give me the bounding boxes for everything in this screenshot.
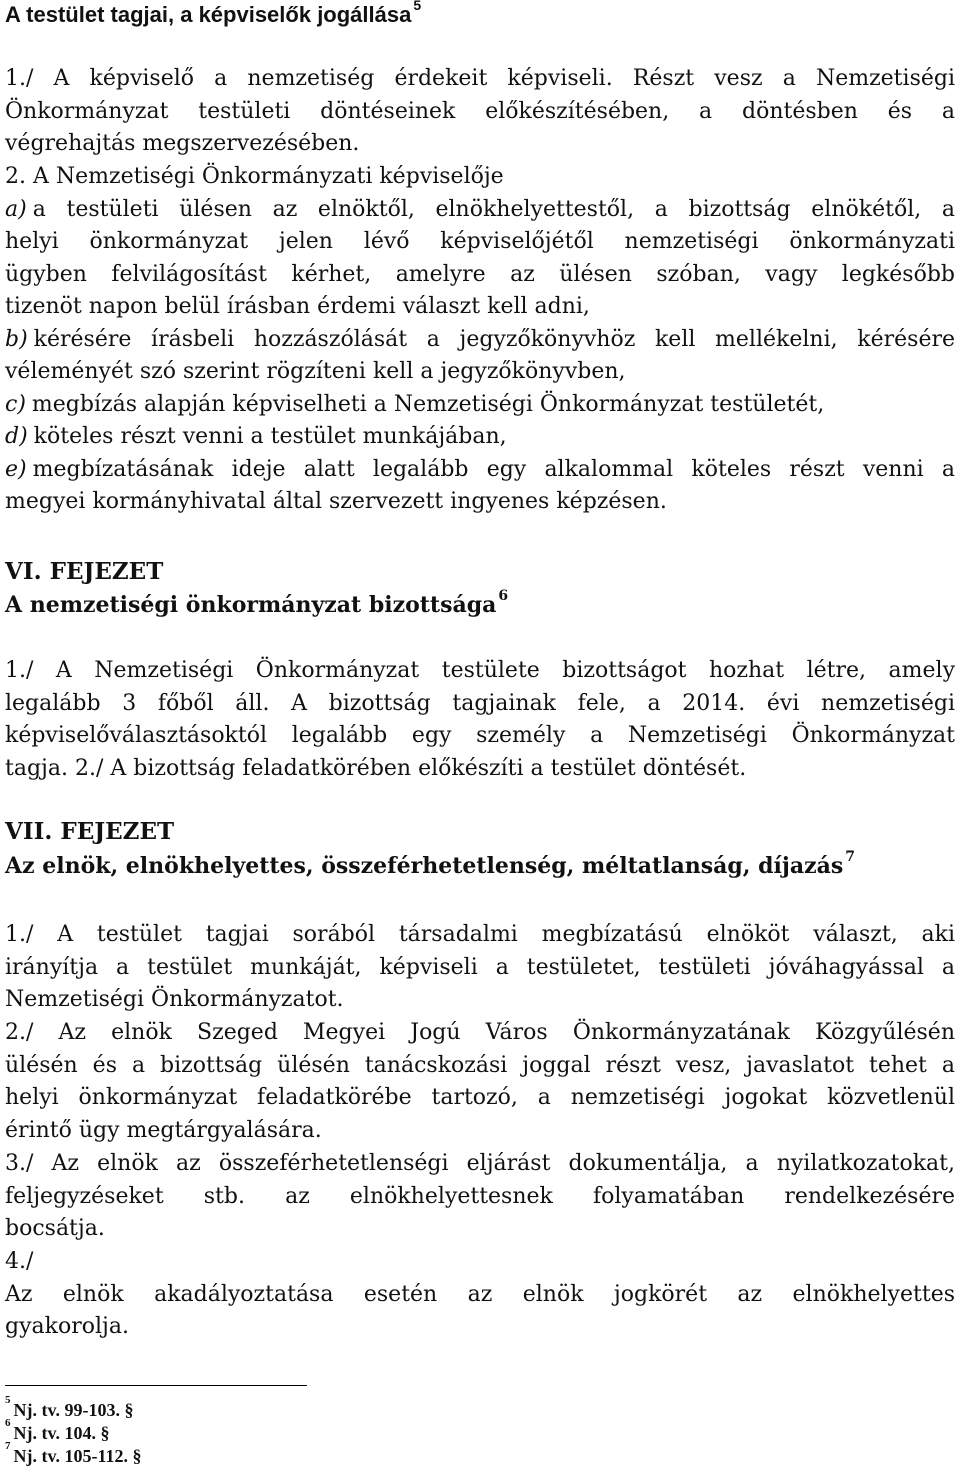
chapter-6-title: A nemzetiségi önkormányzat bizottsága $^6$ xyxy=(5,587,509,618)
chapter-6-paragraph: 1./ A Nemzetiségi Önkormányzat testülete bizottságot hozhat létre, amely legalább 3 főből áll. A bizottság tagjainak fele, a 2014. évi nemzetiségi képviselőválasztásoktól legalább egy személy a Nemzetiségi Önkormányzat tagja. 2./ A bizottság feladatkörében előkészíti a testület döntését. xyxy=(5,658,955,781)
chapter-6-label: VI. FEJEZET xyxy=(5,558,164,585)
chapter-7-paragraph-2: 2./ Az elnök Szeged Megyei Jogú Város Önkormányzatának Közgyűlésén ülésén és a bizottság ülésén tanácskozási joggal részt vesz, javaslatot tehet a helyi önkormányzat feladatkörébe tartozó, a nemzetiségi jogokat közvetlenül érintő ügy megtárgyalására. xyxy=(5,1020,955,1143)
chapter-7-paragraph-1: 1./ A testület tagjai sorából társadalmi megbízatású elnököt választ, aki irányítja a testület munkáját, képviseli a testületet, testületi jóváhagyással a Nemzetiségi Önkormányzatot. xyxy=(5,922,955,1012)
item-e-line-1: e) megbízatásának ideje alatt legalább egy alkalommal köteles részt venni a xyxy=(5,456,955,482)
footnote-divider xyxy=(5,1385,307,1386)
chapter-7-paragraph-4: 4./ Az elnök akadályoztatása esetén az elnök jogkörét az elnökhelyettes gyakorolja. xyxy=(5,1249,955,1339)
footnote-ref-5[interactable]: 5 xyxy=(413,0,422,13)
section-title: A testület tagjai, a képviselők jogállása $^5$ xyxy=(5,2,421,28)
paragraph-1: 1./ A képviselő a nemzetiség érdekeit képviseli. Részt vesz a Nemzetiségi Önkormányzat testületi döntéseinek előkészítésében, a döntésben és a végrehajtás megszervezésében. xyxy=(5,66,955,156)
chapter-7-paragraph-3: 3./ Az elnök az összeférhetetlenségi eljárást dokumentálja, a nyilatkozatokat, feljegyzéseket stb. az elnökhelyettesnek folyamatában rendelkezésére bocsátja. xyxy=(5,1151,955,1241)
paragraph-2: 2. A Nemzetiségi Önkormányzati képviselője a) a testületi ülésen az elnöktől, elnökhelyettestől, a bizottság elnökétől, a helyi önkormányzat jelen lévő képviselőjétől nemzetiségi önkormányzati ügyben felvilágosítást kérhet, amelyre az ülésen szóban, vagy legkésőbb tizenöt napon belül írásban érdemi választ kell adni, b) kérésére írásbeli hozzászólását a jegyzőkönyvhöz kell mellékelni, kérésére véleményét szó szerint rögzíteni kell a jegyzőkönyvben, c) megbízás alapján képviselheti a Nemzetiségi Önkormányzat testületét, d) köteles részt venni a testület munkájában, e) megbízatásának ideje alatt legalább egy alkalommal köteles részt venni a megyei kormányhivatal által szervezett ingyenes képzésen. xyxy=(5,164,955,514)
item-c: c) megbízás alapján képviselheti a Nemzetiségi Önkormányzat testületét, xyxy=(5,391,825,417)
chapter-7-label: VII. FEJEZET xyxy=(5,818,175,845)
chapter-7-title: Az elnök, elnökhelyettes, összeférhetetlenség, méltatlanság, díjazás $^7$ xyxy=(5,848,855,879)
item-b-line-1: b) kérésére írásbeli hozzászólását a jegyzőkönyvhöz kell mellékelni, kérésére xyxy=(5,326,955,352)
footnote-5: $^5$ Nj. tv. 99-103. § xyxy=(5,1394,134,1420)
footnote-6: $^6$ Nj. tv. 104. § xyxy=(5,1417,110,1443)
item-a-line-1: a) a testületi ülésen az elnöktől, elnökhelyettestől, a bizottság elnökétől, a xyxy=(5,196,955,222)
footnote-7: $^7$ Nj. tv. 105-112. § xyxy=(5,1440,142,1466)
footnote-ref-7[interactable]: 7 xyxy=(845,848,855,865)
footnote-ref-6[interactable]: 6 xyxy=(498,587,509,604)
item-d: d) köteles részt venni a testület munkájában, xyxy=(5,424,507,449)
